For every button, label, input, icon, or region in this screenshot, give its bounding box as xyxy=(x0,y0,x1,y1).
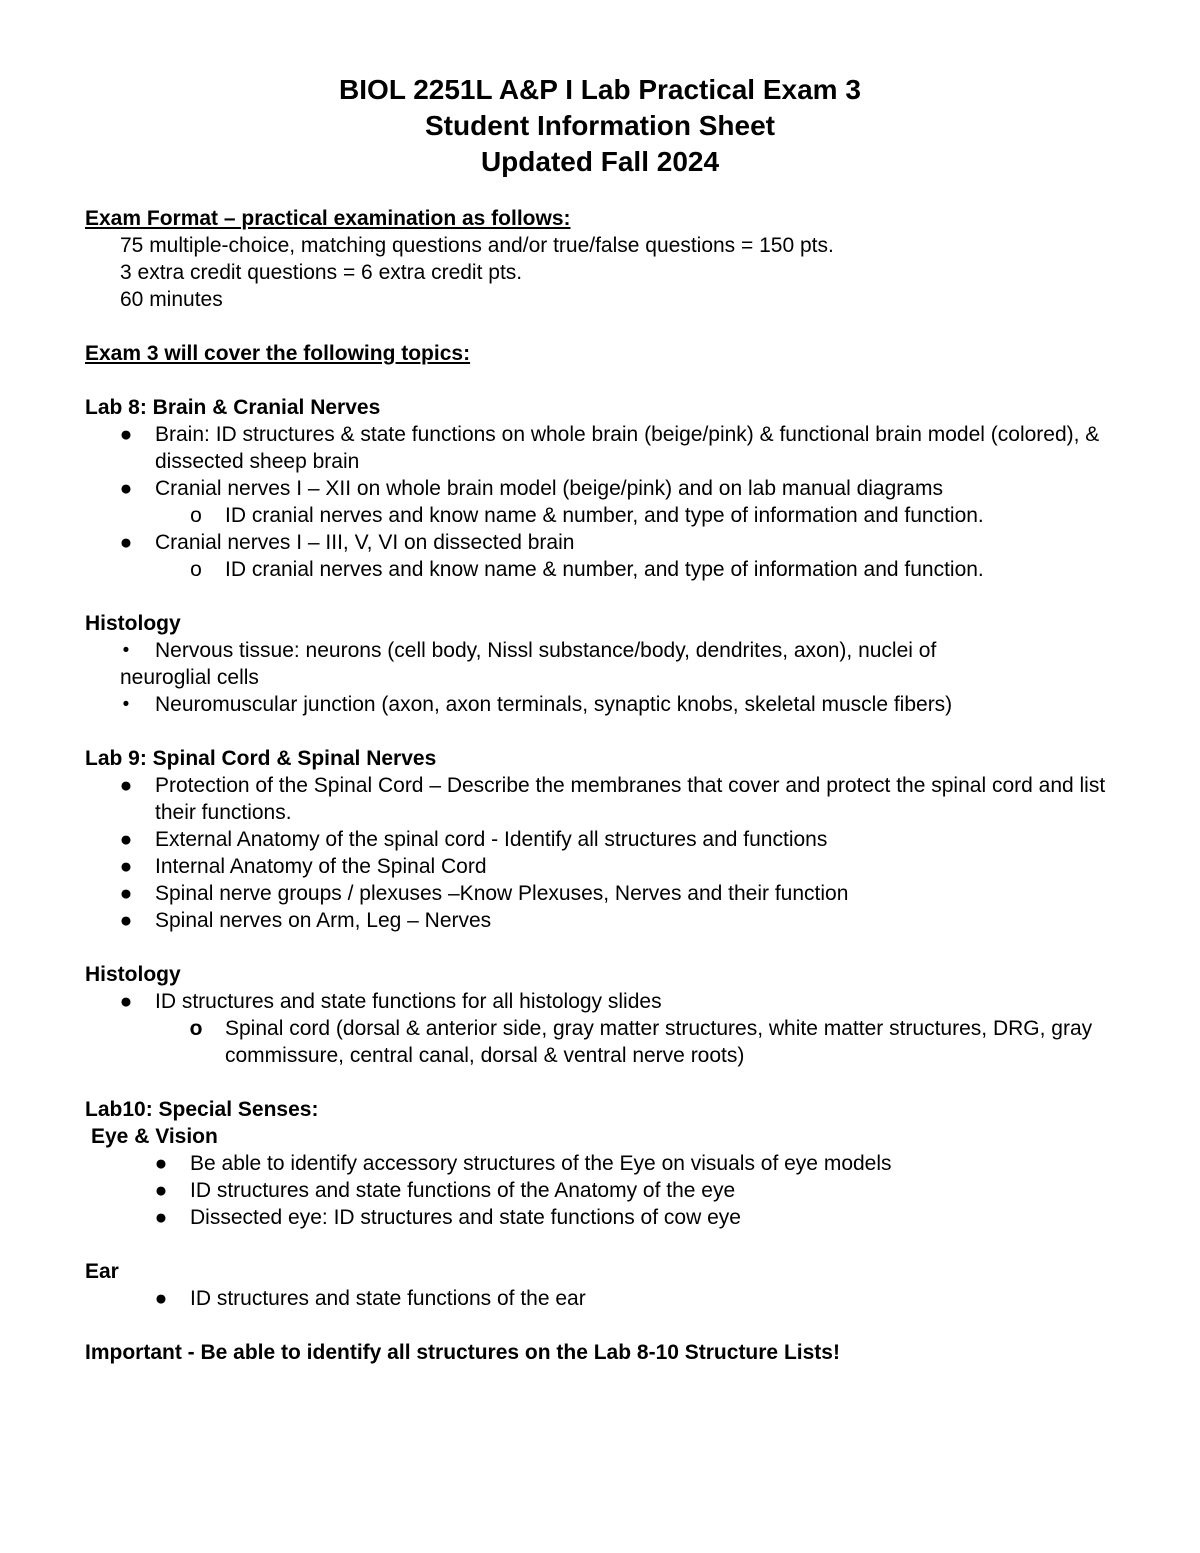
list-item xyxy=(85,637,1125,664)
title-line-3: Updated Fall 2024 xyxy=(480,146,720,177)
exam-format-line: 60 minutes xyxy=(120,288,223,311)
list-item xyxy=(85,691,1125,718)
list-item-text: Brain: ID structures & state functions on whole brain (beige/pink) & functional brain model (colored), & dissected sheep brain xyxy=(155,423,1100,473)
document-title xyxy=(0,72,1200,180)
histology-heading: Histology xyxy=(85,963,181,986)
list-item xyxy=(85,1204,1125,1231)
lab8-list xyxy=(85,421,1125,502)
histology-heading: Histology xyxy=(85,612,181,635)
ear-list xyxy=(85,1285,1125,1312)
list-item xyxy=(85,826,1125,853)
bullet-icon: ● xyxy=(119,423,133,446)
lab9-list xyxy=(85,772,1125,934)
bullet-icon: ● xyxy=(119,774,133,797)
list-item-text: External Anatomy of the spinal cord - Identify all structures and functions xyxy=(155,828,828,851)
bullet-icon: ● xyxy=(119,909,133,932)
list-item-text: Spinal cord (dorsal & anterior side, gray matter structures, white matter structures, DRG, gray commissure, central canal, dorsal & ventral nerve roots) xyxy=(225,1017,1093,1067)
title-line-1: BIOL 2251L A&P I Lab Practical Exam 3 xyxy=(339,74,861,105)
histology-list xyxy=(85,988,1125,1015)
list-item-text: ID structures and state functions for all histology slides xyxy=(155,990,662,1013)
list-item xyxy=(85,880,1125,907)
bullet-icon: ● xyxy=(154,1179,168,1202)
bullet-icon: • xyxy=(122,640,130,661)
list-item xyxy=(85,475,1125,502)
list-item-text: ID cranial nerves and know name & number, and type of information and function. xyxy=(225,504,984,527)
list-item-text: Internal Anatomy of the Spinal Cord xyxy=(155,855,487,878)
bullet-icon: ● xyxy=(119,882,133,905)
exam-format-line: 3 extra credit questions = 6 extra credit pts. xyxy=(120,261,523,284)
list-item-text: ID structures and state functions of the ear xyxy=(190,1287,586,1310)
eye-list xyxy=(85,1150,1125,1231)
list-item xyxy=(85,988,1125,1015)
lab10-heading: Lab10: Special Senses: xyxy=(85,1098,319,1121)
open-bullet-icon: o xyxy=(190,558,202,581)
lab9-heading: Lab 9: Spinal Cord & Spinal Nerves xyxy=(85,747,437,770)
histology-list xyxy=(85,637,1125,664)
bullet-icon: • xyxy=(122,694,130,715)
list-item-text: Nervous tissue: neurons (cell body, Nissl substance/body, dendrites, axon), nuclei of xyxy=(155,639,937,662)
exam-format-heading: Exam Format – practical examination as follows: xyxy=(85,207,571,230)
list-item-text: ID structures and state functions of the Anatomy of the eye xyxy=(190,1179,736,1202)
list-item-text: Cranial nerves I – III, V, VI on dissected brain xyxy=(155,531,575,554)
sub-list-item xyxy=(85,1015,1125,1069)
list-item-text: ID cranial nerves and know name & number, and type of information and function. xyxy=(225,558,984,581)
list-item-text: Dissected eye: ID structures and state functions of cow eye xyxy=(190,1206,741,1229)
lab8-heading: Lab 8: Brain & Cranial Nerves xyxy=(85,396,381,419)
list-item xyxy=(85,1177,1125,1204)
document-body xyxy=(85,205,1125,1366)
list-item xyxy=(85,907,1125,934)
bullet-icon: ● xyxy=(119,828,133,851)
bullet-icon: ● xyxy=(119,477,133,500)
list-item-text: Cranial nerves I – XII on whole brain model (beige/pink) and on lab manual diagrams xyxy=(155,477,943,500)
list-item-continuation: neuroglial cells xyxy=(120,666,259,689)
list-item xyxy=(85,853,1125,880)
bullet-icon: ● xyxy=(154,1206,168,1229)
open-bullet-icon: o xyxy=(189,1017,203,1040)
sub-list-item xyxy=(85,502,1125,529)
list-item-text: Be able to identify accessory structures of the Eye on visuals of eye models xyxy=(190,1152,892,1175)
sub-list-item xyxy=(85,556,1125,583)
list-item xyxy=(85,1150,1125,1177)
lab8-list-2 xyxy=(85,529,1125,556)
open-bullet-icon: o xyxy=(190,504,202,527)
bullet-icon: ● xyxy=(154,1152,168,1175)
ear-heading: Ear xyxy=(85,1260,119,1283)
list-item xyxy=(85,772,1125,826)
important-note: Important - Be able to identify all structures on the Lab 8-10 Structure Lists! xyxy=(85,1341,840,1364)
title-line-2: Student Information Sheet xyxy=(425,110,775,141)
histology-list-2 xyxy=(85,691,1125,718)
list-item xyxy=(85,421,1125,475)
list-item-text: Protection of the Spinal Cord – Describe the membranes that cover and protect the spinal cord and list their functions. xyxy=(155,774,1106,824)
bullet-icon: ● xyxy=(154,1287,168,1310)
list-item-text: Spinal nerve groups / plexuses –Know Plexuses, Nerves and their function xyxy=(155,882,849,905)
list-item-text: Spinal nerves on Arm, Leg – Nerves xyxy=(155,909,492,932)
bullet-icon: ● xyxy=(119,531,133,554)
bullet-icon: ● xyxy=(119,855,133,878)
topics-heading: Exam 3 will cover the following topics: xyxy=(85,342,471,365)
list-item-text: Neuromuscular junction (axon, axon terminals, synaptic knobs, skeletal muscle fibers) xyxy=(155,693,953,716)
list-item xyxy=(85,529,1125,556)
exam-format-line: 75 multiple-choice, matching questions and/or true/false questions = 150 pts. xyxy=(120,234,834,257)
eye-vision-heading: Eye & Vision xyxy=(91,1125,218,1148)
bullet-icon: ● xyxy=(119,990,133,1013)
list-item xyxy=(85,1285,1125,1312)
